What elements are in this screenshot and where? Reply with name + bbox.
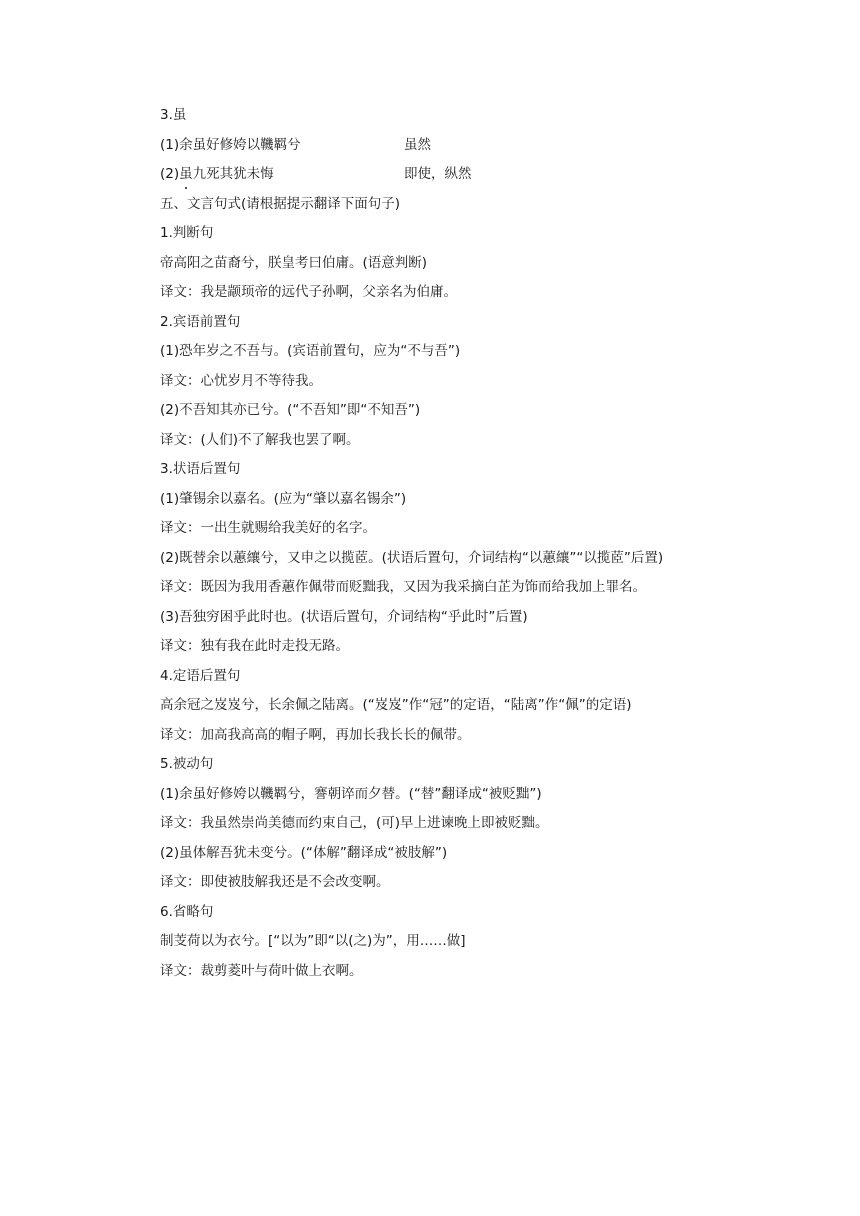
section-heading-sui: 3.虽: [160, 107, 187, 123]
translation: 译文：即使被肢解我还是不会改变啊。: [160, 874, 390, 890]
example-sentence: (2)既替余以蕙纕兮，又申之以揽茝。(状语后置句，介词结构“以蕙纕”“以揽茝”后置): [160, 549, 664, 566]
subsection-heading: 3.状语后置句: [160, 461, 241, 477]
subsection-heading: 2.宾语前置句: [160, 313, 241, 330]
subsection-heading: 5.被动句: [160, 756, 214, 772]
example-sentence: (1)余虽好修姱以鞿羁兮，謇朝谇而夕替。(“替”翻译成“被贬黜”): [160, 785, 542, 802]
example-sentence: (2)虽体解吾犹未变兮。(“体解”翻译成“被肢解”): [160, 844, 448, 861]
translation: 译文：一出生就赐给我美好的名字。: [160, 520, 376, 536]
example-sentence: 帝高阳之苗裔兮，朕皇考曰伯庸。(语意判断): [160, 254, 428, 271]
translation: 译文：我虽然崇尚美德而约束自己，(可)早上进谏晚上即被贬黜。: [160, 815, 549, 831]
part-heading: 五、文言句式(请根据提示翻译下面句子): [160, 195, 401, 212]
example-sentence: (3)吾独穷困乎此时也。(状语后置句，介词结构“乎此时”后置): [160, 608, 528, 625]
translation: 译文：裁剪菱叶与荷叶做上衣啊。: [160, 962, 363, 979]
subsection-heading: 1.判断句: [160, 225, 214, 241]
word-meaning-row: [131, 160, 731, 190]
sentence-rest: 九死其犹未悔: [192, 166, 274, 182]
document-body: [131, 101, 731, 986]
subsection-heading: 4.定语后置句: [160, 667, 241, 684]
translation: 译文：既因为我用香蕙作佩带而贬黜我，又因为我采摘白芷为饰而给我加上罪名。: [160, 579, 646, 595]
translation: 译文：(人们)不了解我也罢了啊。: [160, 431, 360, 448]
word-meaning: 虽然: [404, 136, 431, 153]
example-sentence: (1)恐年岁之不吾与。(宾语前置句，应为“不与吾”): [160, 343, 461, 359]
example-sentence: 高余冠之岌岌兮，长余佩之陆离。(“岌岌”作“冠”的定语，“陆离”作“佩”的定语): [160, 697, 632, 713]
example-sentence: (2)不吾知其亦已兮。(“不吾知”即“不知吾”): [160, 402, 421, 418]
translation: 译文：加高我高高的帽子啊，再加长我长长的佩带。: [160, 726, 471, 743]
example-sentence: [160, 166, 274, 182]
emphasis-dotted-char: 虽: [179, 160, 193, 190]
word-meaning: 即使，纵然: [404, 166, 472, 182]
item-number: (2): [160, 166, 180, 182]
subsection-heading: 6.省略句: [160, 903, 214, 920]
word-meaning-row: [131, 131, 731, 161]
example-sentence: (1)余虽好修姱以鞿羁兮: [160, 136, 301, 153]
translation: 译文：独有我在此时走投无路。: [160, 638, 349, 654]
translation: 译文：我是颛顼帝的远代子孙啊，父亲名为伯庸。: [160, 284, 457, 300]
translation: 译文：心忧岁月不等待我。: [160, 372, 322, 389]
example-sentence: 制芰荷以为衣兮。[“以为”即“以(之)为”，用……做]: [160, 933, 466, 949]
example-sentence: (1)肇锡余以嘉名。(应为“肇以嘉名锡余”): [160, 490, 407, 507]
